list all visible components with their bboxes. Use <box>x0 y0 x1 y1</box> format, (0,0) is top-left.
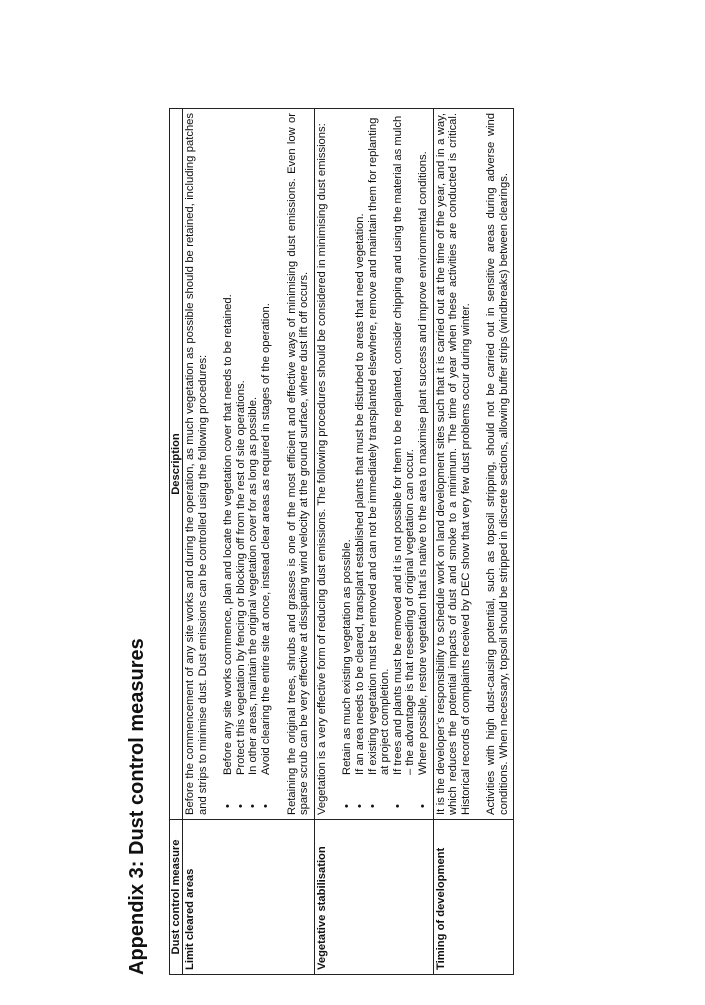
list-item: • Avoid clearing the entire site at once, instead clear areas as required in stages of the operation. <box>260 113 273 775</box>
description-paragraph: Activities with high dust-causing potential, such as topsoil stripping, should not be carried out in sensitive areas during adverse wind conditions. When necessary, topsoil should be stripped in discrete sections, allowing buffer strips (windbreaks) between clearings. <box>485 113 510 815</box>
column-header-measure: Dust control measure <box>170 820 183 975</box>
table-row <box>314 109 433 975</box>
list-item: • Retain as much existing vegetation as possible. <box>341 113 354 775</box>
measure-cell: Timing of development <box>433 820 514 975</box>
list-item: • Before any site works commence, plan and locate the vegetation cover that needs to be retained. <box>222 113 235 775</box>
description-cell <box>433 109 514 820</box>
column-header-description: Description <box>170 109 183 820</box>
document-page <box>115 105 595 975</box>
description-paragraph: It is the developer’s responsibility to schedule work on land development sites such that it is carried out at the time of the year, and in a way, which reduces the potential impacts of dust and smoke to a minimum. The time of year when these activities are conducted is critical. Historical records of complaints received by DEC show that very few dust problems occur during winter. <box>434 113 472 815</box>
bullet-list <box>341 113 429 815</box>
list-item: • Where possible, restore vegetation that is native to the area to maximise plant success and improve environmental conditions. <box>417 113 430 775</box>
list-item: • If an area needs to be cleared, transplant established plants that must be disturbed to areas that need vegetation. <box>354 113 367 775</box>
description-cell <box>183 109 315 820</box>
description-paragraph: Vegetation is a very effective form of reducing dust emissions. The following procedures should be considered in minimising dust emissions: <box>315 123 328 815</box>
dust-control-table <box>169 108 514 975</box>
list-item: • If trees and plants must be removed and it is not possible for them to be replanted, consider chipping and using the material as mulch – the advantage is that reseeding of original vegetation can occur. <box>392 113 417 775</box>
measure-cell: Limit cleared areas <box>183 820 315 975</box>
table-header-row <box>170 109 183 975</box>
measure-cell: Vegetative stabilisation <box>314 820 433 975</box>
table-row <box>433 109 514 975</box>
list-item: • In other areas, maintain the original vegetation cover for as long as possible. <box>247 113 260 775</box>
bullet-list <box>222 113 272 815</box>
description-paragraph: Before the commencement of any site works and during the operation, as much vegetation as possible should be retained, including patches and strips to minimise dust. Dust emissions can be controlled using the following procedures: <box>184 113 209 815</box>
description-cell <box>314 109 433 820</box>
table-row <box>183 109 315 975</box>
list-item: • If existing vegetation must be removed and can not be immediately transplanted elsewhere, remove and maintain them for replanting at project completion. <box>367 113 392 775</box>
page-title: Appendix 3: Dust control measures <box>126 638 148 975</box>
description-paragraph: Retaining the original trees, shrubs and grasses is one of the most efficient and effective ways of minimising dust emissions. Even low or sparse scrub can be very effective at dissipating wind velocity at the ground surface, where dust lift off occurs. <box>285 113 311 815</box>
list-item: • Protect this vegetation by fencing or blocking off from the rest of site operations. <box>235 113 248 775</box>
